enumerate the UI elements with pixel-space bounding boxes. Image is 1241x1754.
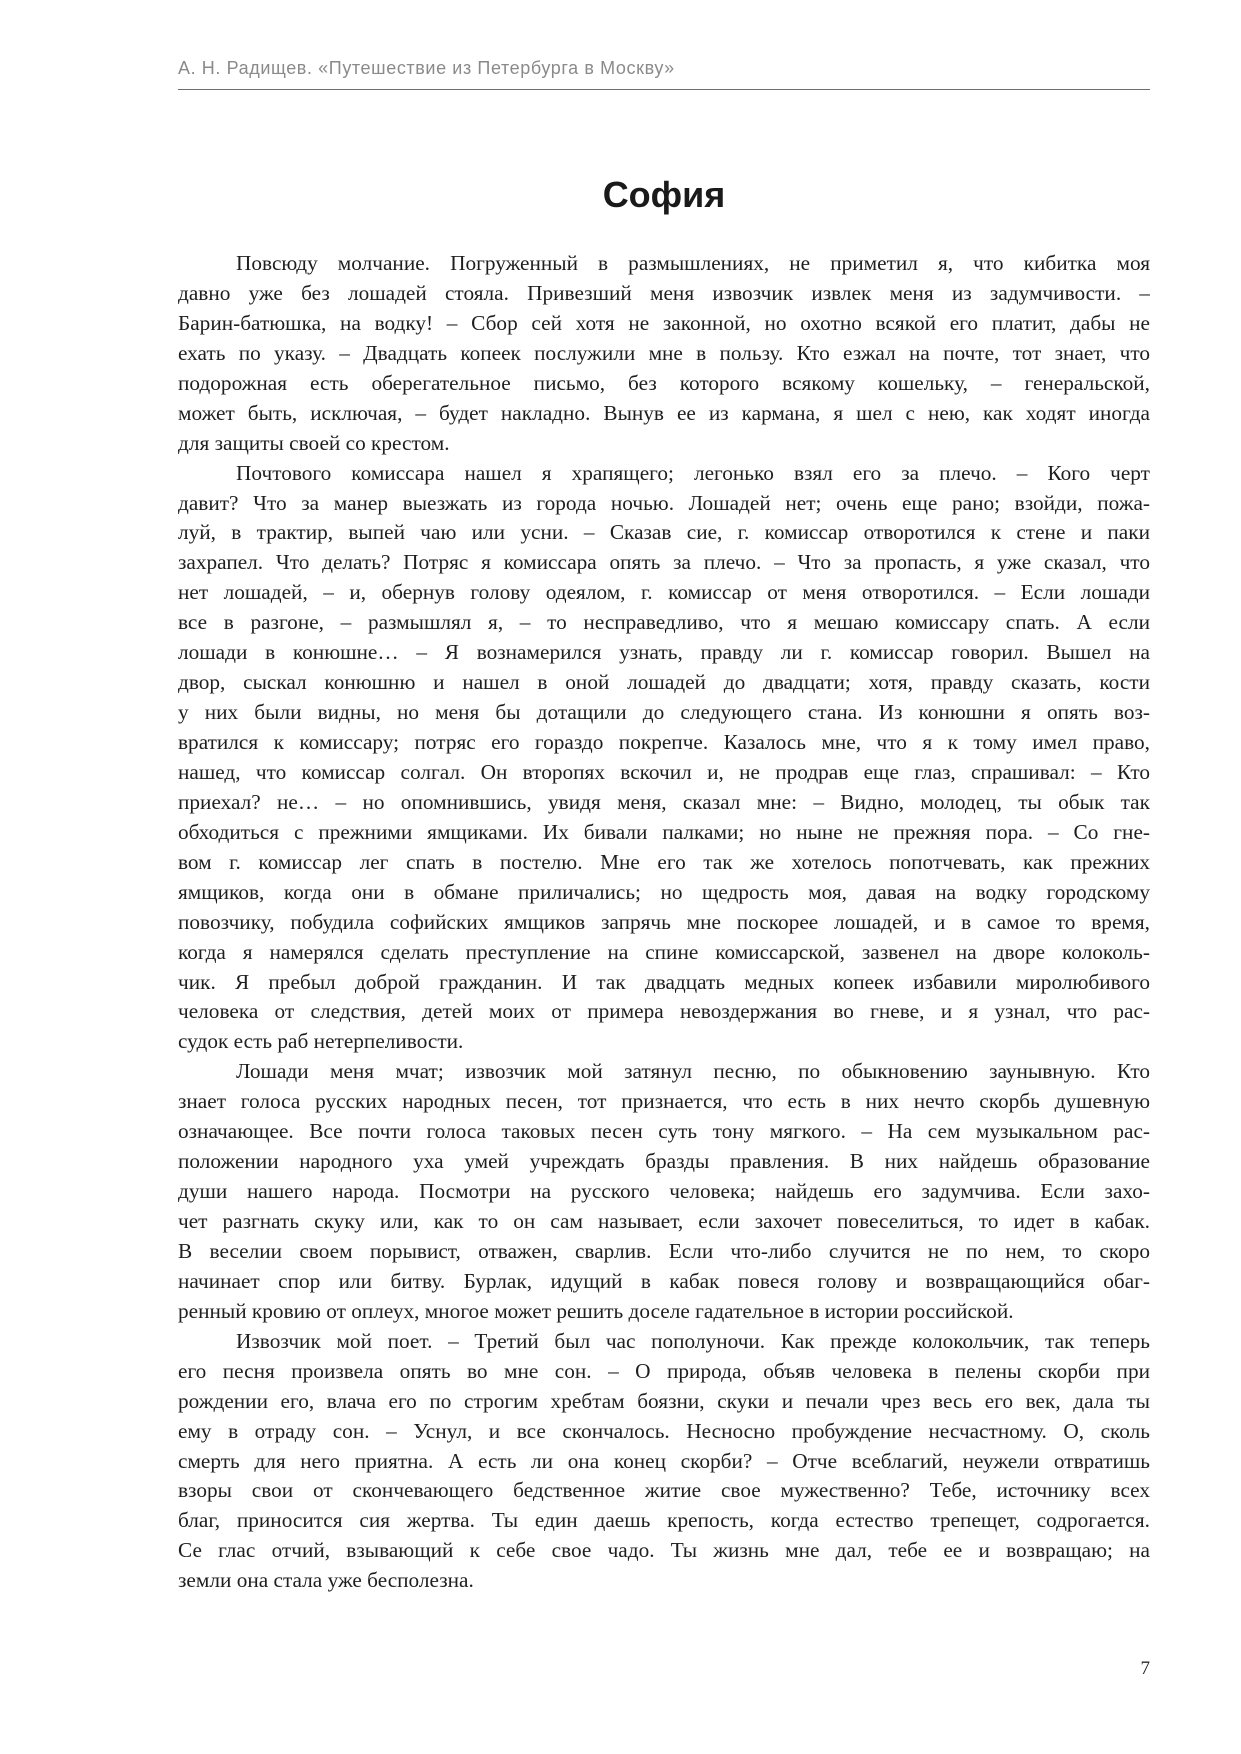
text-line: лошади в конюшне… – Я вознамерился узнать, правду ли г. комиссар говорил. Вышел на bbox=[178, 640, 1150, 665]
text-line: чет разгнать скуку или, как то он сам называет, если захочет повеселиться, то идет в кабак. bbox=[178, 1209, 1150, 1233]
text-line: нашед, что комиссар солгал. Он второпях вскочил и, не продрав еще глаз, спрашивал: – Кто bbox=[178, 759, 1150, 784]
text-line: все в разгоне, – размышлял я, – то несправедливо, что я мешаю комиссару спать. А если bbox=[178, 610, 1150, 635]
text-line: его песня произвела опять во мне сон. – О природа, объяв человека в пелены скорби при bbox=[178, 1358, 1150, 1383]
text-line: давно уже без лошадей стояла. Привезший меня извозчик извлек меня из задумчивости. – bbox=[178, 280, 1150, 305]
text-line: земли она стала уже бесполезна. bbox=[178, 1568, 474, 1593]
header-rule bbox=[178, 89, 1150, 90]
text-line: означающее. Все почти голоса таковых песен суть тону мягкого. – На сем музыкальном рас- bbox=[178, 1119, 1150, 1144]
text-line: вратился к комиссару; потряс его гораздо покрепче. Казалось мне, что я к тому имел право, bbox=[178, 730, 1150, 754]
text-line: Се глас отчий, взывающий к себе свое чадо. Ты жизнь мне дал, тебе ее и возвращаю; на bbox=[178, 1538, 1150, 1563]
text-line: ехать по указу. – Двадцать копеек послужили мне в пользу. Кто езжал на почте, тот знает, что bbox=[178, 340, 1150, 365]
text-line: подорожная есть оберегательное письмо, без которого всякому кошельку, – генеральской, bbox=[178, 370, 1150, 395]
text-line: благ, приносится сия жертва. Ты един даешь крепость, когда естество трепещет, содрогается. bbox=[178, 1508, 1150, 1533]
text-line: повозчику, побудила софийских ямщиков запрячь мне поскорее лошадей, и в самое то время, bbox=[178, 909, 1150, 934]
text-line: вом г. комиссар лег спать в постелю. Мне его так же хотелось попотчевать, как прежних bbox=[178, 849, 1150, 874]
text-line: луй, в трактир, выпей чаю или усни. – Сказав сие, г. комиссар отворотился к стене и паки bbox=[178, 520, 1150, 545]
text-line: обходиться с прежними ямщиками. Их бивали палками; но ныне не прежняя пора. – Со гне- bbox=[178, 819, 1150, 844]
text-line: захрапел. Что делать? Потряс я комиссара опять за плечо. – Что за пропасть, я уже сказал, что bbox=[178, 550, 1150, 575]
text-line: когда я намерялся сделать преступление на спине комиссарской, зазвенел на дворе колоколь- bbox=[178, 939, 1150, 964]
text-line: души нашего народа. Посмотри на русского человека; найдешь его задумчива. Если захо- bbox=[178, 1179, 1150, 1204]
text-line: двор, сыскал конюшню и нашел в оной лошадей до двадцати; хотя, правду сказать, кости bbox=[178, 670, 1150, 695]
text-line: судок есть раб нетерпеливости. bbox=[178, 1029, 464, 1054]
text-line: чик. Я пребыл доброй гражданин. И так двадцать медных копеек избавили миролюбивого bbox=[178, 969, 1150, 994]
text-line: нет лошадей, – и, обернув голову одеялом, г. комиссар от меня отворотился. – Если лошади bbox=[178, 580, 1150, 605]
text-line: Лошади меня мчат; извозчик мой затянул песню, по обыкновению заунывную. Кто bbox=[236, 1059, 1150, 1084]
text-line: начинает спор или битву. Бурлак, идущий в кабак повеся голову и возвращающийся обаг- bbox=[178, 1268, 1150, 1293]
text-line: Извозчик мой поет. – Третий был час пополуночи. Как прежде колокольчик, так теперь bbox=[236, 1328, 1150, 1353]
text-line: приехал? не… – но опомнившись, увидя меня, сказал мне: – Видно, молодец, ты обык так bbox=[178, 789, 1150, 814]
text-line: Почтового комиссара нашел я храпящего; легонько взял его за плечо. – Кого черт bbox=[236, 460, 1150, 485]
text-line: у них были видны, но меня бы дотащили до следующего стана. Из конюшни я опять воз- bbox=[178, 700, 1150, 725]
text-line: человека от следствия, детей моих от примера невоздержания во гневе, и я узнал, что рас- bbox=[178, 999, 1150, 1024]
chapter-body bbox=[178, 249, 1150, 1596]
text-line: Повсюду молчание. Погруженный в размышлениях, не приметил я, что кибитка моя bbox=[236, 251, 1150, 275]
text-line: В веселии своем порывист, отважен, сварлив. Если что-либо случится не по нем, то скоро bbox=[178, 1238, 1150, 1263]
text-line: рождении его, влача его по строгим хребтам боязни, скуки и печали чрез весь его век, дала ты bbox=[178, 1388, 1150, 1413]
text-line: ренный кровию от оплеух, многое может решить доселе гадательное в истории российской. bbox=[178, 1298, 1014, 1323]
text-line: давит? Что за манер выезжать из города ночью. Лошадей нет; очень еще рано; взойди, пожа- bbox=[178, 490, 1150, 515]
text-line: знает голоса русских народных песен, тот признается, что есть в них нечто скорбь душевную bbox=[178, 1089, 1150, 1114]
text-line: Барин-батюшка, на водку! – Сбор сей хотя не законной, но охотно всякой его платит, дабы не bbox=[178, 310, 1150, 335]
text-line: ему в отраду сон. – Уснул, и все скончалось. Несносно пробуждение несчастному. О, сколь bbox=[178, 1418, 1150, 1443]
text-line: взоры свои от скончевающего бедственное житие свое мужественно? Тебе, источнику всех bbox=[178, 1478, 1150, 1503]
text-line: положении народного уха умей учреждать бразды правления. В них найдешь образование bbox=[178, 1149, 1150, 1174]
text-line: смерть для него приятна. А есть ли она конец скорби? – Отче всеблагий, неужели отвратишь bbox=[178, 1448, 1150, 1473]
page-number: 7 bbox=[1140, 1658, 1150, 1679]
chapter-title: София bbox=[602, 174, 726, 215]
text-line: может быть, исключая, – будет накладно. Вынув ее из кармана, я шел с нею, как ходят иногда bbox=[178, 400, 1150, 425]
text-line: ямщиков, когда они в обмане приличались; но щедрость моя, давая на водку городскому bbox=[178, 879, 1150, 904]
text-line: для защиты своей со крестом. bbox=[178, 430, 450, 455]
running-header: А. Н. Радищев. «Путешествие из Петербурга в Москву» bbox=[178, 58, 675, 78]
